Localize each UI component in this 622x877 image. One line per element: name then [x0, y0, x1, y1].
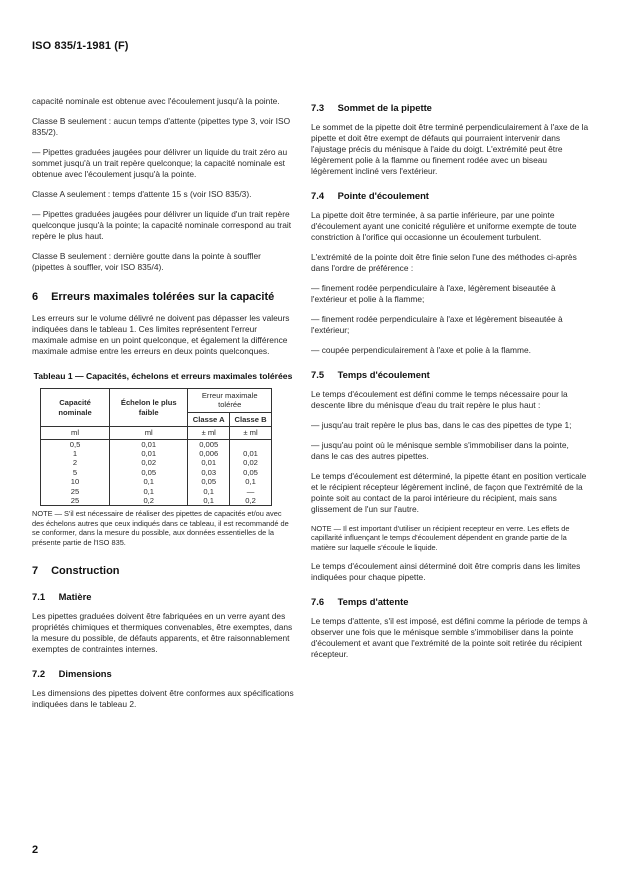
paragraph: Les pipettes graduées doivent être fabriquées en un verre ayant des propriétés chimiques et thermiques convenables, être exemptes, dans la mesure du possible, de défauts apparents, et être raisonnablement exemptes de contraintes internes.	[32, 611, 293, 655]
subsection-7-4-heading	[311, 190, 589, 202]
dash-paragraph: — jusqu'au point où le ménisque semble s'immobiliser dans la pointe, dans le cas des autres pipettes.	[311, 440, 569, 461]
subsection-number: 7.2	[32, 668, 46, 680]
subsection-number: 7.5	[311, 369, 325, 380]
paragraph: L'extrémité de la pointe doit être finie selon l'une des méthodes ci-après dans l'ordre de préférence :	[311, 252, 577, 273]
subsection-7-6-heading	[311, 596, 589, 608]
subsection-title: Temps d'écoulement	[337, 369, 430, 380]
paragraph: Classe B seulement : dernière goutte dans la pointe à souffler (pipettes à souffler, voir ISO 835/4).	[32, 251, 261, 272]
dash-paragraph: — Pipettes graduées jaugées pour délivrer un liquide d'un trait repère quelconque jusqu'à la pointe; la capacité nominale correspond au trait repère le plus haut.	[32, 209, 292, 241]
table-cell	[230, 439, 272, 449]
table-row	[41, 449, 272, 458]
section-6-heading	[32, 291, 294, 304]
paragraph: Les erreurs sur le volume délivré ne doivent pas dépasser les valeurs indiquées dans le tableau 1. Ces limites représentent l'erreur maximale admise en un point quelconque, et également la différence maximale admise entre les erreurs en deux points quelconques.	[32, 313, 290, 356]
subsection-number: 7.4	[311, 190, 325, 201]
unit-cell: ml	[41, 427, 110, 439]
paragraph: Le temps d'écoulement est déterminé, la pipette étant en position verticale et le récipient récepteur légèrement incliné, de façon que l'extrémité de la pointe soit au contact de la paroi intérieure du récipient, mais sans glissement de l'un sur l'autre.	[311, 471, 587, 514]
subsection-7-5-heading	[311, 369, 589, 381]
table-cell: —	[230, 487, 272, 496]
table-cell: 0,05	[188, 477, 230, 486]
subsection-title: Dimensions	[58, 668, 112, 680]
table-cell: 0,005	[188, 439, 230, 449]
section-title: Erreurs maximales tolérées sur la capacité	[51, 291, 275, 303]
subsection-number: 7.3	[311, 102, 325, 113]
unit-cell: ± ml	[230, 427, 272, 439]
table-row	[41, 439, 272, 449]
subsection-7-1-heading	[32, 591, 294, 603]
table-cell: 1	[41, 449, 110, 458]
paragraph: Classe A seulement : temps d'attente 15 s (voir ISO 835/3).	[32, 189, 252, 199]
table-cell: 25	[41, 496, 110, 506]
section-number: 6	[32, 291, 39, 303]
table-row	[41, 487, 272, 496]
right-column	[311, 96, 589, 669]
table-cell: 0,1	[188, 496, 230, 506]
table-cell: 0,1	[110, 477, 188, 486]
table-cell: 10	[41, 477, 110, 486]
table-cell: 0,02	[110, 458, 188, 467]
table-cell: 0,5	[41, 439, 110, 449]
table-cell: 2	[41, 458, 110, 467]
table-note: NOTE — S'il est nécessaire de réaliser des pipettes de capacités et/ou avec des échelons autres que ceux indiqués dans ce tableau, il est recommandé de se conformer, dans la mesure du possible, aux données essentielles de la présente partie de l'ISO 835.	[32, 509, 289, 547]
unit-cell: ± ml	[188, 427, 230, 439]
subsection-number: 7.1	[32, 591, 46, 603]
paragraph: capacité nominale est obtenue avec l'écoulement jusqu'à la pointe.	[32, 96, 280, 106]
capacity-table	[40, 388, 272, 506]
table-cell: 0,006	[188, 449, 230, 458]
table-cell: 0,01	[110, 449, 188, 458]
table-cell: 0,1	[110, 487, 188, 496]
note: NOTE — Il est important d'utiliser un récipient recepteur en verre. Les effets de capillarité influençant le temps d'écoulement dépendent en grande partie de la matière sur laquelle s'écoule le liquide.	[311, 524, 570, 552]
table-cell: 0,2	[110, 496, 188, 506]
dash-paragraph: — coupée perpendiculairement à l'axe et polie à la flamme.	[311, 345, 531, 355]
table-cell: 0,1	[188, 487, 230, 496]
section-7-heading	[32, 565, 294, 578]
section-number: 7	[32, 565, 39, 578]
table-row	[41, 468, 272, 477]
table-caption: Tableau 1 — Capacités, échelons et erreurs maximales tolérées	[33, 371, 293, 381]
section-title: Construction	[51, 565, 120, 578]
subsection-7-3-heading	[311, 102, 589, 114]
header-echelon: Échelon le plus faible	[110, 389, 188, 427]
table-cell: 0,01	[110, 439, 188, 449]
subsection-title: Pointe d'écoulement	[337, 190, 429, 201]
header-class-a: Classe A	[188, 412, 230, 426]
left-column	[32, 96, 294, 719]
table-cell: 25	[41, 487, 110, 496]
table-cell: 0,03	[188, 468, 230, 477]
table-cell: 0,05	[230, 468, 272, 477]
subsection-7-2-heading	[32, 668, 294, 680]
header-class-b: Classe B	[230, 412, 272, 426]
subsection-title: Temps d'attente	[337, 596, 409, 608]
paragraph: Classe B seulement : aucun temps d'attente (pipettes type 3, voir ISO 835/2).	[32, 116, 291, 137]
paragraph: Le temps d'attente, s'il est imposé, est défini comme la période de temps à observer une fois que le ménisque semble s'immobiliser dans la pointe d'écoulement et avant que l'extrémité de la pointe soit retirée du récipient récepteur.	[311, 616, 588, 660]
paragraph: Le temps d'écoulement est défini comme le temps nécessaire pour la descente libre du ménisque d'eau du trait repère le plus haut :	[311, 389, 568, 410]
table-cell: 0,01	[230, 449, 272, 458]
header-error: Erreur maximale tolérée	[188, 389, 272, 413]
dash-paragraph: — jusqu'au trait repère le plus bas, dans le cas des pipettes de type 1;	[311, 420, 572, 430]
paragraph: La pipette doit être terminée, à sa partie inférieure, par une pointe d'écoulement ayant une conicité régulière et uniforme exempte de toute constriction à l'orifice qui occasionne un écoulement turbulent.	[311, 210, 577, 242]
dash-paragraph: — finement rodée perpendiculaire à l'axe et légèrement biseautée à l'extérieur;	[311, 314, 563, 335]
subsection-title: Sommet de la pipette	[337, 102, 432, 113]
unit-cell: ml	[110, 427, 188, 439]
table-cell: 0,01	[188, 458, 230, 467]
table-cell: 0,02	[230, 458, 272, 467]
table-cell: 0,2	[230, 496, 272, 506]
table-row	[41, 458, 272, 467]
page-number: 2	[32, 844, 39, 856]
document-header: ISO 835/1-1981 (F)	[32, 40, 129, 52]
paragraph: Les dimensions des pipettes doivent être conformes aux spécifications indiquées dans le tableau 2.	[32, 688, 294, 710]
dash-paragraph: — finement rodée perpendiculaire à l'axe, légèrement biseautée à l'extérieur et polie à la flamme;	[311, 283, 556, 304]
table-cell: 0,05	[110, 468, 188, 477]
table-cell: 0,1	[230, 477, 272, 486]
paragraph: Le temps d'écoulement ainsi déterminé doit être compris dans les limites indiquées pour chaque pipette.	[311, 561, 581, 583]
dash-paragraph: — Pipettes graduées jaugées pour délivrer un liquide du trait zéro au sommet jusqu'à un trait repère quelconque; la capacité nominale est obtenue avec l'écoulement jusqu'à la pointe.	[32, 147, 288, 179]
table-row	[41, 496, 272, 506]
subsection-title: Matière	[58, 591, 92, 603]
paragraph: Le sommet de la pipette doit être terminé perpendiculairement à l'axe de la pipette et doit être exempt de défauts qui pourraient intervenir dans l'ajustage précis du ménisque à l'aide du doigt. L'extrémité peut être légèrement polie à la flamme ou finement rodée avec un biseau légèrement incliné vers l'extérieur.	[311, 122, 589, 176]
table-cell: 5	[41, 468, 110, 477]
subsection-number: 7.6	[311, 596, 325, 608]
table-row	[41, 477, 272, 486]
header-capacity: Capacité nominale	[41, 389, 110, 427]
